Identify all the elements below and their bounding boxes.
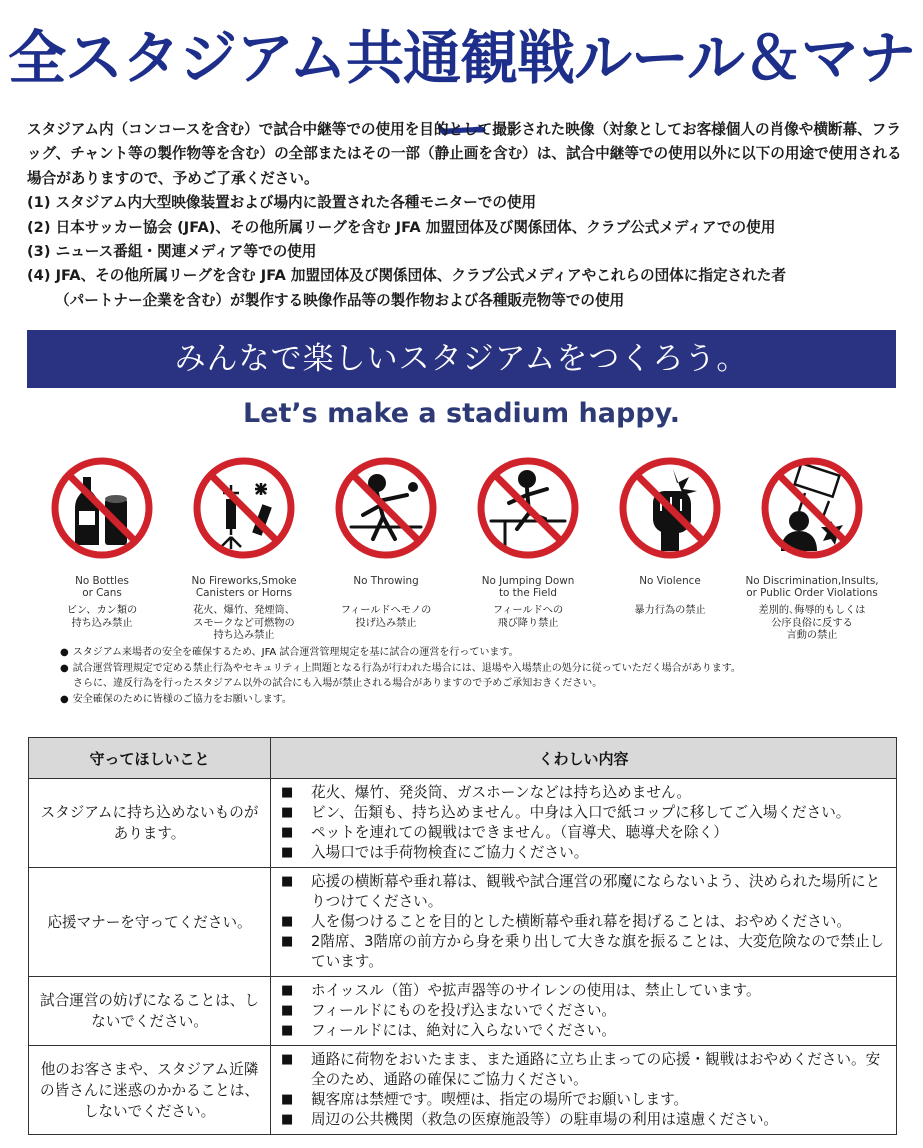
ja-label: 飛び降り禁止 [497,617,559,629]
note-item: ● 安全確保のために皆様のご協力をお願いします。 [60,692,900,708]
column-header: 守ってほしいこと [29,738,271,779]
en-label: No Violence [639,575,701,587]
ja-label: 暴力行為の禁止 [634,605,706,616]
detail-item: ■ ビン、缶類も、持ち込めません。中身は入口で紙コップに移してご入場ください。 [281,803,886,823]
detail-item: ■ フィールドにものを投げ込まないでください。 [281,1001,886,1021]
rule-details [271,977,897,1046]
note-item: ● スタジアム来場者の安全を確保するため、JFA 試合運営管理規定を基に試合の運営を行っています。 [60,645,900,661]
ja-label: ビン、カン類の [66,605,138,616]
rule-category: スタジアムに持ち込めないものがあります。 [29,779,271,868]
ja-label: フィールドへの [492,605,564,616]
ja-label: 持ち込み禁止 [71,617,133,629]
no-throwing-icon [333,455,439,561]
intro-item: (4) JFA、その他所属リーグを含む JFA 加盟団体及び関係団体、クラブ公式メディアやこれらの団体に指定された者 [27,267,786,285]
en-label: No Throwing [353,575,419,587]
table-row [29,868,897,977]
note-item: ● 試合運営管理規定で定める禁止行為やセキュリティ上問題となる行為が行われた場合には、退場や入場禁止の処分に従っていただく場合があります。 [60,661,900,677]
detail-item: ■ 人を傷つけることを目的とした横断幕や垂れ幕を掲げることは、おやめください。 [281,912,886,932]
intro-item: (1) スタジアム内大型映像装置および場内に設置された各種モニターでの使用 [27,194,537,212]
detail-item: ■ 花火、爆竹、発炎筒、ガスホーンなどは持ち込めません。 [281,783,886,803]
prohibition-item [740,455,884,643]
detail-item: ■ 応援の横断幕や垂れ幕は、観戦や試合運営の邪魔にならないよう、決められた場所にとりつけてください。 [281,872,886,912]
en-label: No Bottles [75,575,129,587]
no-fireworks-icon [191,455,297,561]
en-label: or Cans [82,587,122,599]
no-jumping-icon [475,455,581,561]
en-label: No Fireworks,Smoke [191,575,297,587]
rule-details [271,868,897,977]
table-row [29,977,897,1046]
slogan-banner: みんなで楽しいスタジアムをつくろう。 [27,330,896,388]
en-label: No Discrimination,Insults, [745,575,879,587]
ja-label: 花火、爆竹、発煙筒、 [193,605,295,616]
rules-table [28,737,897,1135]
ja-label: フィールドへモノの [340,605,432,616]
rule-details [271,1046,897,1135]
table-row [29,779,897,868]
intro-item-continuation: （パートナー企業を含む）が製作する映像作品等の製作物および各種販売物等での使用 [55,291,625,309]
rule-category: 応援マナーを守ってください。 [29,868,271,977]
rule-category: 試合運営の妨げになることは、しないでください。 [29,977,271,1046]
no-discrimination-icon [759,455,865,561]
prohibition-icons [30,455,892,640]
note-item-continuation: さらに、違反行為を行ったスタジアム以外の試合にも入場が禁止される場合がありますので予めご承知おきください。 [73,678,603,689]
ja-label: 投げ込み禁止 [355,617,417,629]
no-bottles-icon [49,455,155,561]
detail-item: ■ 入場口では手荷物検査にご協力ください。 [281,843,886,863]
detail-item: ■ ホイッスル（笛）や拡声器等のサイレンの使用は、禁止しています。 [281,981,886,1001]
ja-label: 差別的､侮辱的もしくは [758,605,866,616]
prohibition-item [172,455,316,643]
prohibition-item [598,455,742,618]
rule-category: 他のお客さまや、スタジアム近隣の皆さんに迷惑のかかることは、しないでください。 [29,1046,271,1135]
column-header: くわしい内容 [271,738,897,779]
detail-item: ■ フィールドには、絶対に入らないでください。 [281,1021,886,1041]
en-label: to the Field [498,587,558,599]
detail-item: ■ 2階席、3階席の前方から身を乗り出して大きな旗を振ることは、大変危険なので禁止しています。 [281,932,886,972]
intro-item: (3) ニュース番組・関連メディア等での使用 [27,243,317,261]
ja-label: 持ち込み禁止 [213,630,275,641]
prohibition-item [456,455,600,630]
intro-item: (2) 日本サッカー協会 (JFA)、その他所属リーグを含む JFA 加盟団体及び関係団体、クラブ公式メディアでの使用 [27,218,776,236]
ja-label: 公序良俗に反する [771,617,853,629]
intro-text [27,118,907,313]
table-row [29,1046,897,1135]
prohibition-item [314,455,458,630]
page-title: 全スタジアム共通観戦ルール＆マナー [8,24,915,164]
detail-item: ■ 観客席は禁煙です。喫煙は、指定の場所でお願いします。 [281,1090,886,1110]
en-label: No Jumping Down [481,575,575,587]
rule-details [271,779,897,868]
detail-item: ■ 通路に荷物をおいたまま、また通路に立ち止まっての応援・観戦はおやめください。安全のため、通路の確保にご協力ください。 [281,1050,886,1090]
en-label: or Public Order Violations [746,587,878,599]
ja-label: スモークなど可燃物の [193,617,295,629]
detail-item: ■ ペットを連れての観戦はできません。（盲導犬、聴導犬を除く） [281,823,886,843]
safety-notes [60,645,900,707]
english-slogan: Let’s make a stadium happy. [242,398,681,429]
detail-item: ■ 周辺の公共機関（救急の医療施設等）の駐車場の利用は遠慮ください。 [281,1110,886,1130]
no-violence-icon [617,455,723,561]
intro-paragraph: スタジアム内（コンコースを含む）で試合中継等での使用を目的として撮影された映像（対象としてお客様個人の肖像や横断幕、フラッグ、チャント等の製作物等を含む）の全部またはその一部（静止画を含む）は、試合中継等での使用以外に以下の用途で使用される場合がありますので、予めご了承ください。 [27,121,902,187]
table-header-row [29,738,897,779]
ja-label: 言動の禁止 [786,630,838,641]
en-label: Canisters or Horns [195,587,293,599]
prohibition-item [30,455,174,630]
